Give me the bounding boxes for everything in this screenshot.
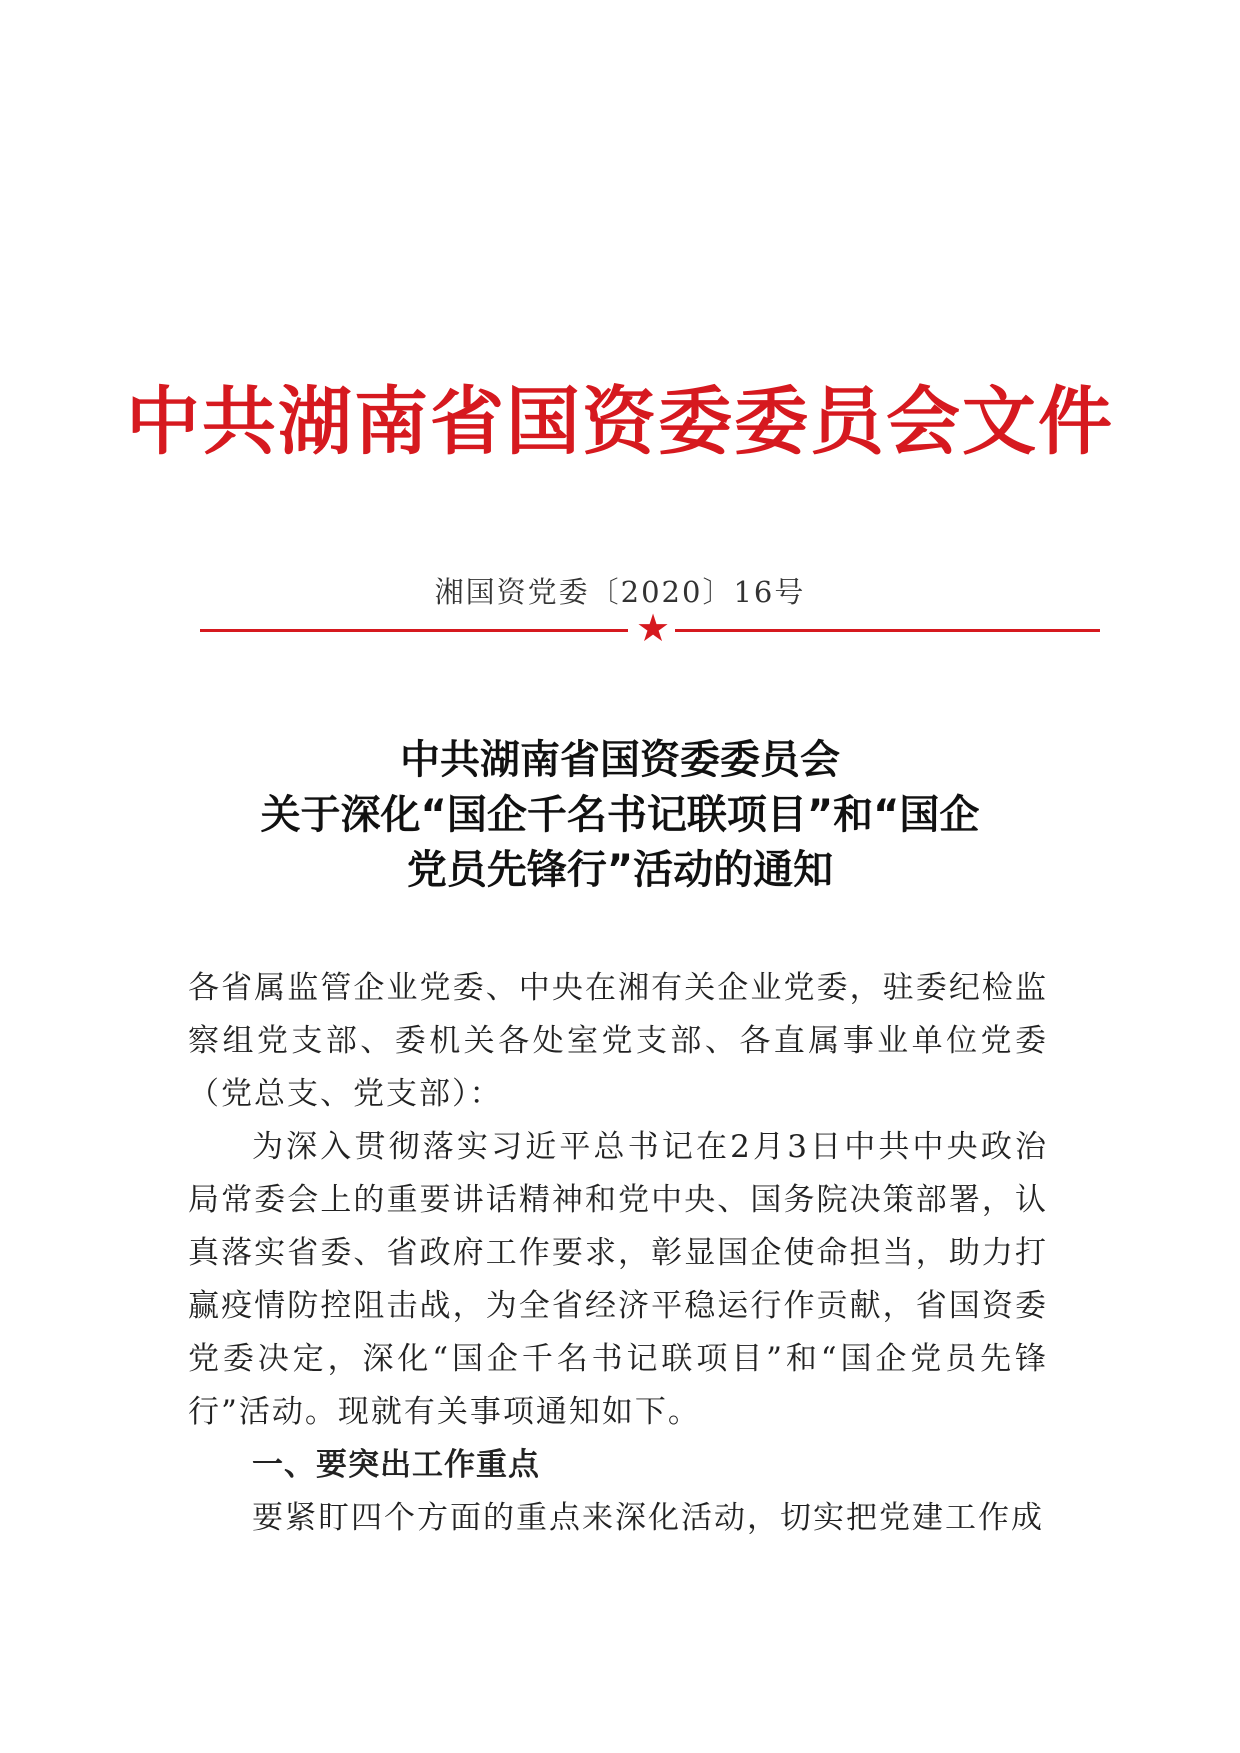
notice-body: [188, 962, 1048, 1545]
intro-paragraph: 为深入贯彻落实习近平总书记在2月3日中共中央政治局常委会上的重要讲话精神和党中央、国务院决策部署，认真落实省委、省政府工作要求，彰显国企使命担当，助力打赢疫情防控阻击战，为全省经济平稳运行作贡献，省国资委党委决定，深化“国企千名书记联项目”和“国企党员先锋行”活动。现就有关事项通知如下。: [188, 1129, 1048, 1430]
masthead-title: 中共湖南省国资委委员会文件: [126, 379, 1114, 465]
notice-title: [140, 733, 1100, 898]
divider-line-right: [675, 629, 1100, 632]
document-number: 湘国资党委〔2020〕16号: [434, 575, 806, 609]
title-line-1: 中共湖南省国资委委员会: [400, 737, 840, 783]
title-line-2: 关于深化“国企千名书记联项目”和“国企: [260, 792, 980, 838]
title-line-3: 党员先锋行”活动的通知: [406, 847, 834, 893]
section-heading: 一、要突出工作重点: [252, 1447, 540, 1483]
section-paragraph: 要紧盯四个方面的重点来深化活动，切实把党建工作成: [252, 1500, 1044, 1536]
star-icon: ★: [635, 606, 671, 650]
addressee-paragraph: 各省属监管企业党委、中央在湘有关企业党委，驻委纪检监察组党支部、委机关各处室党支部、各直属事业单位党委（党总支、党支部）：: [188, 970, 1048, 1112]
divider-line-left: [200, 629, 628, 632]
